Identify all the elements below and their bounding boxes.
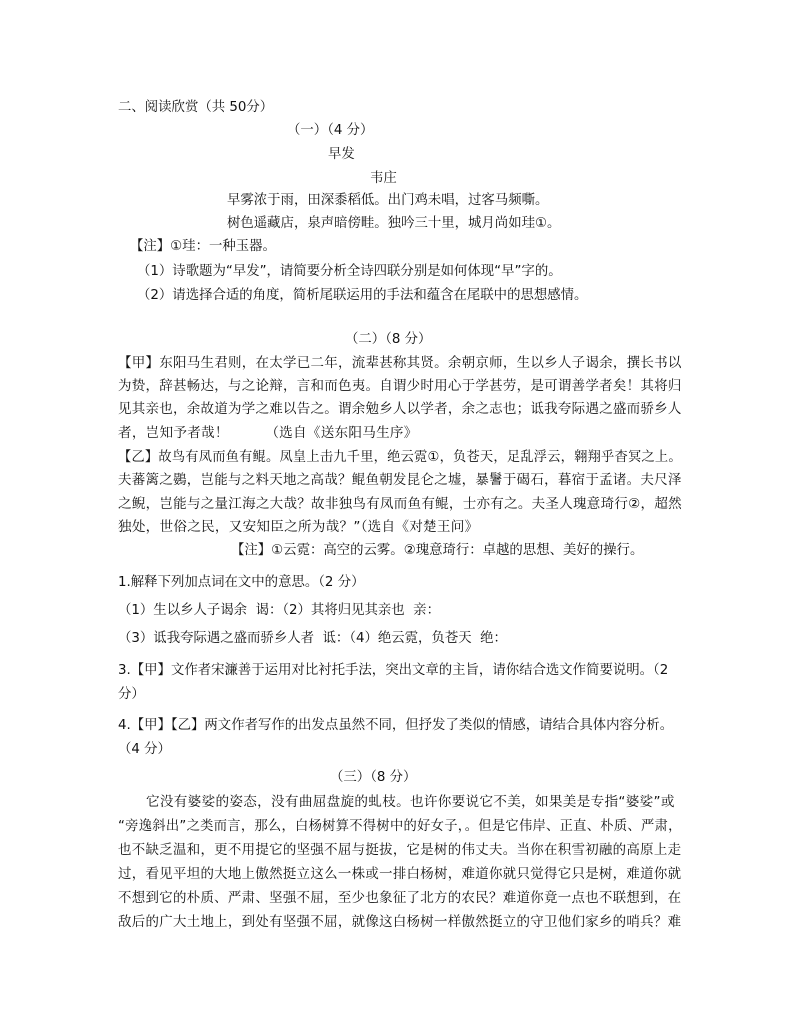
text-line: 夫蕃篱之鷃，岂能与之料天地之高哉？鲲鱼朝发昆仑之墟，暴鬐于碣石，暮宿于孟诸。夫尺泽 (118, 472, 682, 488)
text-line: 者，岂知予者哉！ （选自《送东阳马生序》 (118, 425, 418, 441)
text-line: 也不缺乏温和，更不用提它的坚强不屈与挺拔，它是树的伟丈夫。当你在积雪初融的高原上走 (118, 842, 682, 858)
text-line: 【甲】东阳马生君则，在太学已二年，流辈甚称其贤。余朝京师，生以乡人子谒余，撰长书以 (118, 355, 682, 371)
question: （1）诗歌题为“早发”，请简要分析全诗四联分别是如何体现“早”字的。 (137, 264, 562, 279)
part2-heading: （二）（8 分） (345, 332, 432, 347)
question: 分） (118, 687, 145, 702)
text-line: 【乙】故鸟有凤而鱼有鲲。凤皇上击九千里，绝云霓①，负苍天，足乱浮云，翱翔乎杳冥之上。 (118, 449, 682, 465)
part3-heading: （三）（8 分） (330, 770, 417, 785)
question-item: （1）生以乡人子谒余 谒：（2）其将归见其亲也 亲： (118, 603, 440, 618)
question: 1.解释下列加点词在文中的意思。（2 分） (118, 575, 365, 590)
poem-line: 早雾浓于雨，田深黍稻低。出门鸡未唱，过客马频嘶。 (227, 193, 549, 208)
text-line: 独处，世俗之民，又安知臣之所为哉？”（选自《对楚王问》 (118, 519, 479, 535)
text-line: 过，看见平坦的大地上傲然挺立这么一株或一排白杨树，难道你就只觉得它只是树，难道你就 (118, 866, 682, 882)
poem-line: 树色遥藏店，泉声暗傍畦。独吟三十里，城月尚如珪①。 (227, 216, 561, 231)
section-title: 二、阅读欣赏（共 50分） (118, 100, 274, 115)
poem-author: 韦庄 (370, 171, 397, 186)
text-line: “旁逸斜出”之类而言，那么，白杨树算不得树中的好女子，。但是它伟岸、正直、朴质、严肃， (118, 818, 682, 834)
text-note: 【注】①云霓：高空的云雾。②瑰意琦行：卓越的思想、美好的操行。 (231, 543, 644, 558)
text-line: 不想到它的朴质、严肃、坚强不屈，至少也象征了北方的农民？难道你竟一点也不联想到，在 (118, 890, 682, 906)
poem-note: 【注】①珪：一种玉器。 (130, 239, 276, 254)
poem-title: 早发 (328, 147, 355, 162)
question: （4 分） (118, 742, 171, 757)
text-line: 敌后的广大土地上，到处有坚强不屈，就像这白杨树一样傲然挺立的守卫他们家乡的哨兵？难 (118, 914, 682, 930)
part1-heading: （一）（4 分） (287, 123, 374, 138)
question: （2）请选择合适的角度，简析尾联运用的手法和蕴含在尾联中的思想感情。 (137, 288, 588, 303)
question: 3.【甲】文作者宋濂善于运用对比衬托手法，突出文章的主旨，请你结合选文作简要说明。（2 (118, 663, 669, 678)
text-line: 见其亲也，余故道为学之难以告之。谓余勉乡人以学者，余之志也；诋我夸际遇之盛而骄乡人 (118, 401, 682, 417)
text-line: 为贽，辞甚畅达，与之论辩，言和而色夷。自谓少时用心于学甚劳，是可谓善学者矣！其将归 (118, 378, 682, 394)
text-line: 之鲵，岂能与之量江海之大哉？故非独鸟有凤而鱼有鲲，士亦有之。夫圣人瑰意琦行②，超然 (118, 496, 682, 512)
question: 4.【甲】【乙】两文作者写作的出发点虽然不同，但抒发了类似的情感，请结合具体内容分析。 (118, 718, 674, 733)
question-item: （3）诋我夸际遇之盛而骄乡人者 诋：（4）绝云霓，负苍天 绝： (118, 631, 507, 646)
text-line: 它没有婆娑的姿态，没有曲屈盘旋的虬枝。也许你要说它不美，如果美是专指“婆娑”或 (146, 794, 675, 810)
